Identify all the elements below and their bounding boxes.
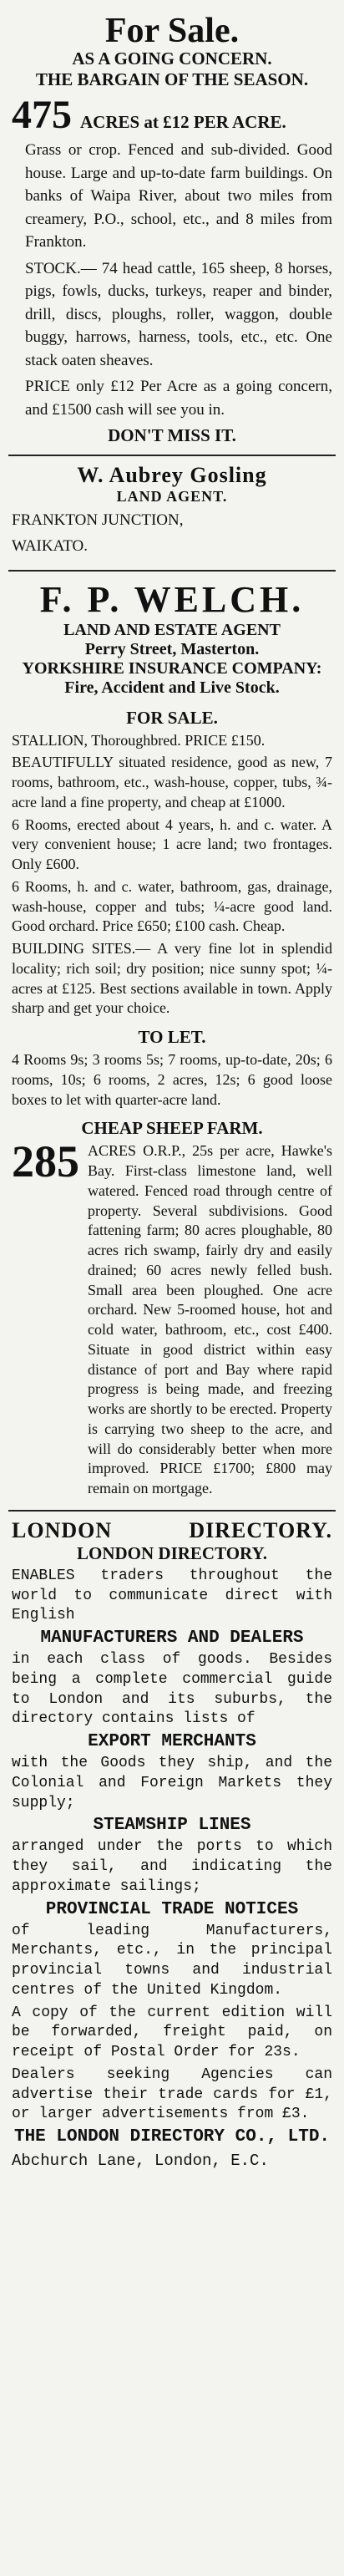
- welch-item-3: 6 Rooms, erected about 4 years, h. and c. water. A very convenient house; 1 acre land; two frontages. Only £600.: [12, 815, 332, 873]
- cheap-sheep-farm-heading: CHEAP SHEEP FARM.: [81, 1118, 263, 1139]
- welch-to-let-text: 4 Rooms 9s; 3 rooms 5s; 7 rooms, up-to-date, 20s; 6 rooms, 10s; 6 rooms, 2 acres, 12s; 6 good loose boxes to let with quarter-acre land.: [12, 1051, 332, 1108]
- london-word: LONDON: [12, 1517, 113, 1542]
- directory-paragraph-5: A copy of the current edition will be forwarded, freight paid, on receipt of Postal Order for 23s.: [12, 2004, 332, 2061]
- acres-price: ACRES at £12 PER ACRE.: [80, 112, 286, 132]
- directory-word: DIRECTORY.: [189, 1517, 332, 1542]
- manufacturers-heading: MANUFACTURERS AND DEALERS: [40, 1628, 304, 1649]
- welch-subtitle-4: Fire, Accident and Live Stock.: [64, 678, 280, 697]
- welch-item-2: BEAUTIFULLY situated residence, good as new, 7 rooms, bathroom, etc., wash-house, copper, tubs, ¾-acre land a fine property, and cheap at £1000.: [12, 754, 332, 810]
- directory-paragraph-3: arranged under the ports to which they sail, and indicating the approximate sailings;: [12, 1838, 332, 1895]
- steamship-heading: STEAMSHIP LINES: [93, 1816, 251, 1836]
- welch-subtitle-2: Perry Street, Masterton.: [84, 639, 260, 658]
- welch-for-sale-heading: FOR SALE.: [126, 707, 218, 728]
- stock-description: STOCK.— 74 head cattle, 165 sheep, 8 horses, pigs, fowls, ducks, turkeys, reaper and binder, drill, discs, ploughs, roller, waggon, double buggy, harrows, harness, tools, etc., etc. One stack oaten sheaves.: [25, 259, 332, 369]
- property-description: Grass or crop. Fenced and sub-divided. Good house. Large and up-to-date farm buildings. On banks of Waipa River, about two miles from creamery, P.O., school, etc., and 8 miles from Frankton.: [25, 141, 332, 252]
- sheep-farm-text: ACRES O.R.P., 25s per acre, Hawke's Bay. First-class limestone land, well watered. Fenced road through centre of property. Several subdivisions. Good fattening farm; 80 acres ploughable, 80 acres rich swamp, fairly dry and easily drained; 60 acres newly felled bush. Small area been ploughed. One acre orchard. New 5-roomed house, hot and cold water, bathroom, etc., cost £400. Situate in good district within easy distance of port and Bay where rapid progress is being made, and freezing works are shortly to be erected. Property is carrying two sheep to the acre, and will do considerably better when more improved. PRICE £1700; £800 may remain on mortgage.: [88, 1142, 332, 1497]
- acres-number: 475: [12, 93, 72, 137]
- for-sale-heading: For Sale.: [104, 12, 240, 50]
- directory-paragraph-6: Dealers seeking Agencies can advertise their trade cards for £1, or larger advertisements from £3.: [12, 2065, 332, 2123]
- gosling-address-line-2: WAIKATO.: [12, 537, 88, 556]
- welch-item-1: STALLION, Thoroughbred. PRICE £150.: [12, 731, 266, 749]
- welch-subtitle-3: YORKSHIRE INSURANCE COMPANY:: [22, 658, 322, 678]
- directory-company: THE LONDON DIRECTORY CO., LTD.: [13, 2127, 331, 2147]
- welch-item-4: 6 Rooms, h. and c. water, bathroom, gas, drainage, wash-house, copper and tubs; ¼-acre good land. Good orchard. Price £650; £100 cash. Cheap.: [12, 877, 332, 935]
- enables-text: ENABLES traders throughout the world to communicate direct with English: [12, 1567, 332, 1624]
- bargain-line: THE BARGAIN OF THE SEASON.: [35, 69, 309, 89]
- gosling-ad: [8, 455, 336, 570]
- gosling-name: W. Aubrey Gosling: [77, 462, 267, 487]
- welch-item-5: BUILDING SITES.— A very fine lot in splendid locality; rich soil; dry position; nice sunny spot; ¼-acres at £125. Best sections available in town. Apply sharp and get your choice.: [12, 940, 332, 1017]
- directory-paragraph-1: in each class of goods. Besides being a complete commercial guide to London and its suburbs, the directory contains lists of: [12, 1651, 332, 1728]
- welch-subtitle-1: LAND AND ESTATE AGENT: [63, 620, 281, 639]
- export-heading: EXPORT MERCHANTS: [88, 1732, 256, 1752]
- welch-name: F. P. WELCH.: [39, 578, 305, 620]
- farm-acres-number: 285: [12, 1136, 79, 1187]
- going-concern-line: AS A GOING CONCERN.: [72, 48, 272, 69]
- dont-miss-it: DON'T MISS IT.: [108, 424, 236, 445]
- price-description: PRICE only £12 Per Acre as a going concern, and £1500 cash will see you in.: [25, 378, 332, 419]
- gosling-role: LAND AGENT.: [116, 487, 228, 505]
- directory-paragraph-2: with the Goods they ship, and the Colonial and Foreign Markets they supply;: [12, 1755, 332, 1811]
- london-directory-repeat: LONDON DIRECTORY.: [77, 1542, 267, 1563]
- provincial-heading: PROVINCIAL TRADE NOTICES: [45, 1899, 299, 1919]
- directory-paragraph-4: of leading Manufacturers, Merchants, etc., in the principal provincial towns and industrial centres of the United Kingdom.: [12, 1922, 332, 1999]
- directory-address: Abchurch Lane, London, E.C.: [12, 2152, 269, 2171]
- gosling-address-line-1: FRANKTON JUNCTION,: [12, 511, 184, 529]
- welch-to-let-heading: TO LET.: [138, 1027, 206, 1048]
- for-sale-ad: [8, 7, 336, 455]
- welch-ad: [8, 570, 336, 1510]
- london-directory-ad: [8, 1510, 336, 2185]
